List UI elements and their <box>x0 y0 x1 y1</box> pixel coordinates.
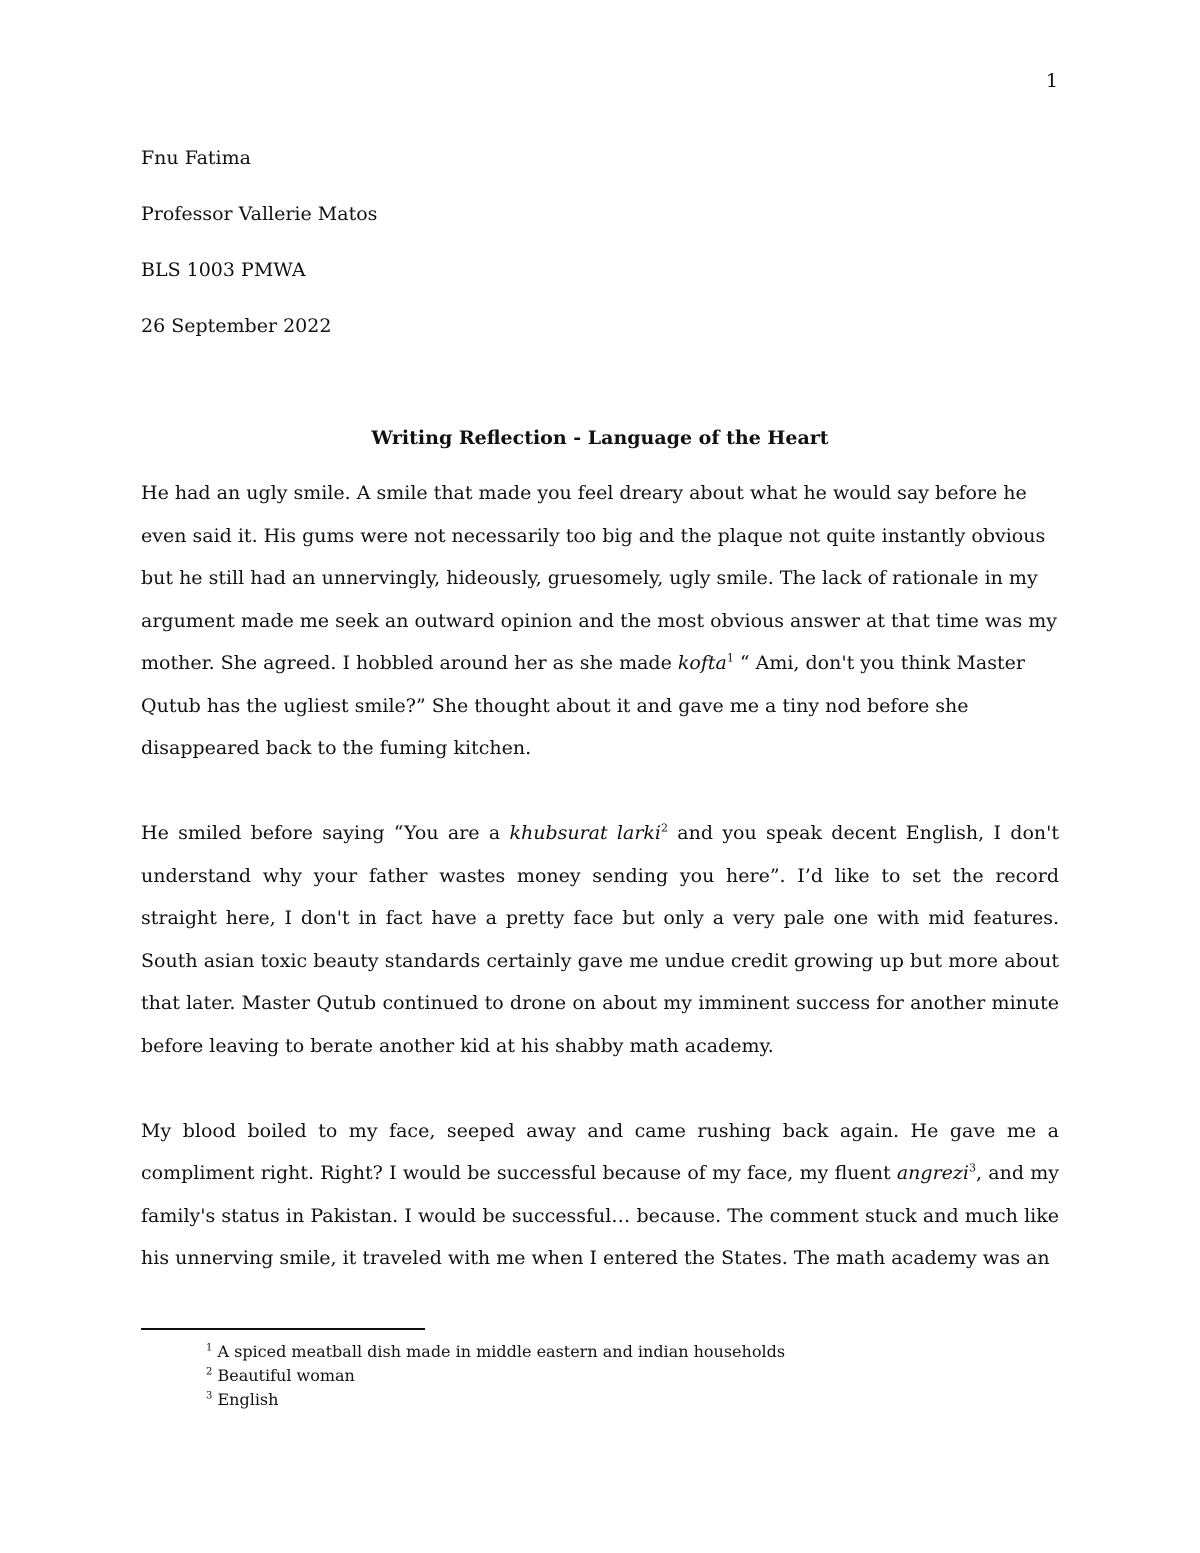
footnote-mark-3: 3 <box>206 1390 213 1402</box>
mla-heading <box>141 144 377 368</box>
essay-title: Writing Reflection - Language of the Heart <box>371 427 829 449</box>
footnote-ref-2[interactable]: 2 <box>661 821 669 835</box>
submission-date: 26 September 2022 <box>141 315 332 337</box>
paragraph-2-text-a: He smiled before saying “You are a <box>141 822 510 844</box>
footnote-3 <box>206 1388 785 1412</box>
footnote-mark-1: 1 <box>206 1342 213 1354</box>
paragraph-2 <box>141 812 1059 1067</box>
paragraph-3-text-a: My blood boiled to my face, seeped away and came rushing back again. He gave me a compliment right. Right? I would be successful because of my face, my fluent <box>141 1119 1059 1184</box>
author-name: Fnu Fatima <box>141 147 251 169</box>
footnote-text-3: English <box>217 1390 279 1409</box>
footnote-text-1: A spiced meatball dish made in middle eastern and indian households <box>212 1342 786 1361</box>
footnote-2 <box>206 1364 785 1388</box>
paragraph-2-text-b: and you speak decent English, I don't understand why your father wastes money sending you here”. I’d like to set the record straight here, I don't in fact have a pretty face but only a very pale one with mid features. South asian toxic beauty standards certainly gave me undue credit growing up but more about that later. Master Qutub continued to drone on about my imminent success for another minute before leaving to berate another kid at his shabby math academy. <box>141 822 1059 1057</box>
footnote-1 <box>206 1340 785 1364</box>
term-kofta: kofta <box>677 652 727 674</box>
footnote-ref-3[interactable]: 3 <box>968 1161 976 1175</box>
paragraph-3 <box>141 1110 1059 1280</box>
footnote-text-2: Beautiful woman <box>217 1366 355 1385</box>
term-angrezi: angrezi <box>896 1162 969 1184</box>
footnote-separator <box>141 1328 425 1330</box>
paragraph-1 <box>141 472 1059 770</box>
paragraph-1-text-b: “ Ami, don't you think Master Qutub has the ugliest smile?” She thought about it and gave me a tiny nod before she disappeared back to the fuming kitchen. <box>141 652 1025 759</box>
essay-body <box>141 472 1059 1280</box>
professor-name: Professor Vallerie Matos <box>141 203 378 225</box>
paragraph-1-text-a: He had an ugly smile. A smile that made you feel dreary about what he would say before he even said it. His gums were not necessarily too big and the plaque not quite instantly obvious but he still had an unnervingly, hideously, gruesomely, ugly smile. The lack of rationale in my argument made me seek an outward opinion and the most obvious answer at that time was my mother. She agreed. I hobbled around her as she made <box>141 482 1058 674</box>
footnote-mark-2: 2 <box>206 1366 213 1378</box>
paragraph-3-text-b: , and my family's status in Pakistan. I would be successful… because. The comment stuck and much like his unnerving smile, it traveled with me when I entered the States. The math academy was an <box>141 1162 1059 1269</box>
page-number: 1 <box>1045 70 1058 92</box>
footnotes <box>206 1340 785 1412</box>
footnote-ref-1[interactable]: 1 <box>726 651 734 665</box>
course-code: BLS 1003 PMWA <box>141 259 306 281</box>
term-khubsurat-larki: khubsurat larki <box>509 822 662 844</box>
